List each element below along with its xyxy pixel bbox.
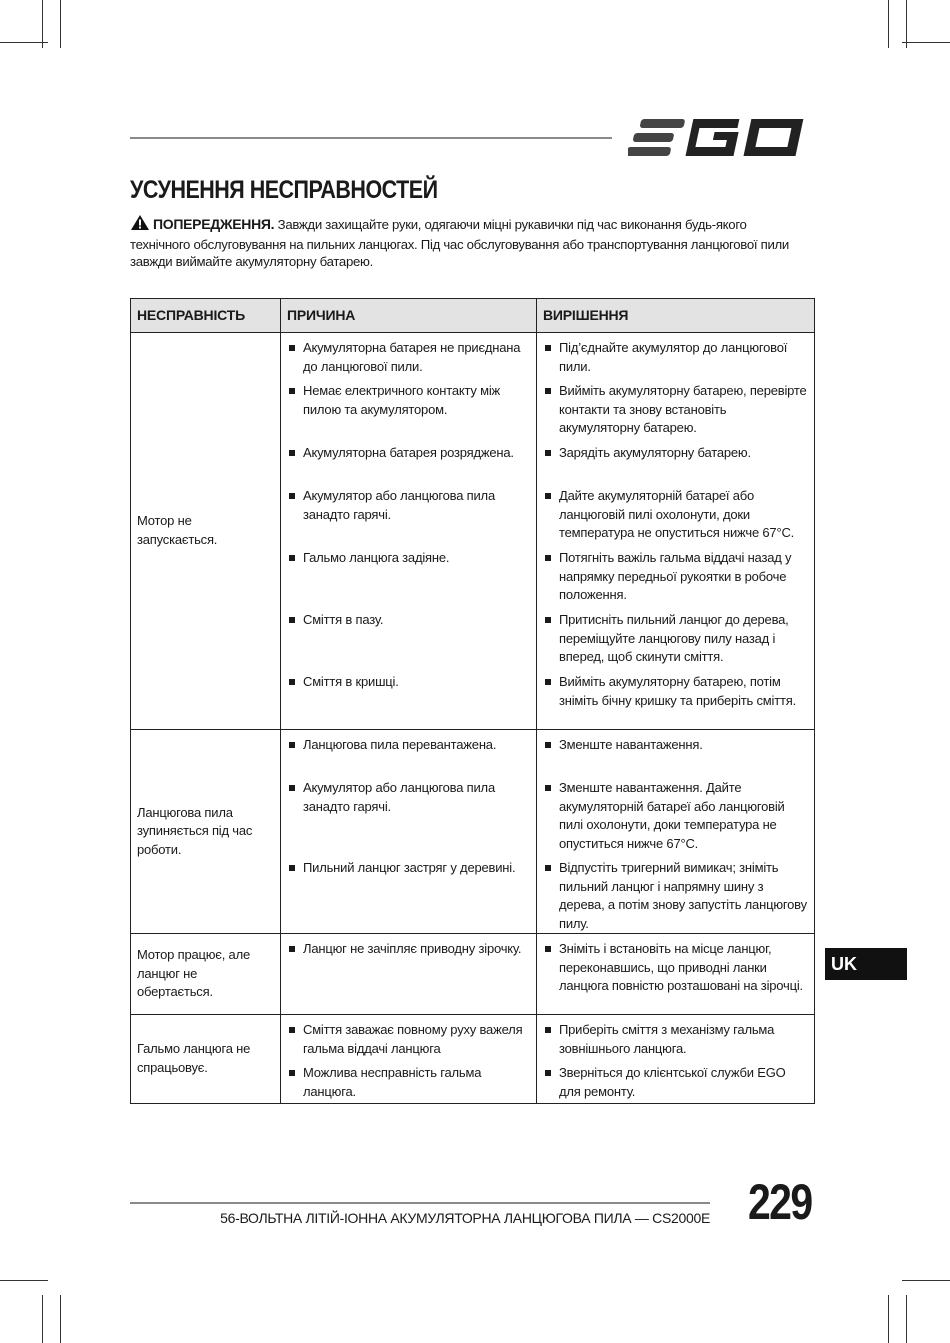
cause-item: Сміття в кришці. bbox=[287, 673, 530, 727]
warning-triangle-icon bbox=[130, 214, 150, 236]
fault-cell: Мотор працює, але ланцюг не обертається. bbox=[131, 934, 281, 1015]
header-rule bbox=[130, 137, 612, 139]
fault-cell: Мотор не запускається. bbox=[131, 333, 281, 730]
crop-mark bbox=[902, 1280, 950, 1281]
language-tab: UK bbox=[825, 948, 907, 980]
footer-product-title: 56-ВОЛЬТНА ЛІТІЙ-ІОННА АКУМУЛЯТОРНА ЛАНЦЮГОВА ПИЛА — CS2000E bbox=[220, 1210, 710, 1226]
warning-block bbox=[130, 214, 800, 271]
crop-mark bbox=[906, 1295, 907, 1343]
cause-item: Сміття заважає повному руху важеля гальма віддачі ланцюга bbox=[287, 1021, 530, 1064]
solution-item: Дайте акумуляторній батареї або ланцюговій пилі охолонути, доки температура не опуститься нижче 67°C. bbox=[543, 487, 808, 549]
crop-mark bbox=[0, 1280, 48, 1281]
ego-logo bbox=[628, 116, 814, 160]
header-fault: НЕСПРАВНІСТЬ bbox=[131, 299, 281, 333]
header-solution: ВИРІШЕННЯ bbox=[537, 299, 815, 333]
solution-item: Зменште навантаження. Дайте акумуляторній батареї або ланцюговій пилі охолонути, доки температура не опуститься нижче 67°C. bbox=[543, 779, 808, 859]
warning-label: ПОПЕРЕДЖЕННЯ. bbox=[153, 216, 275, 232]
troubleshooting-table bbox=[130, 298, 815, 1104]
solution-item: Вийміть акумуляторну батарею, потім зніміть бічну кришку та приберіть сміття. bbox=[543, 673, 808, 727]
crop-mark bbox=[42, 1295, 43, 1343]
table-header-row bbox=[131, 299, 815, 333]
cause-cell bbox=[281, 1015, 537, 1104]
crop-mark bbox=[906, 0, 907, 48]
cause-item: Сміття в пазу. bbox=[287, 611, 530, 673]
cause-item: Гальмо ланцюга задіяне. bbox=[287, 549, 530, 611]
table-row bbox=[131, 1015, 815, 1104]
crop-mark bbox=[42, 0, 43, 48]
crop-mark bbox=[888, 0, 889, 48]
header-cause: ПРИЧИНА bbox=[281, 299, 537, 333]
cause-item: Ланцюгова пила перевантажена. bbox=[287, 736, 530, 779]
cause-item: Акумулятор або ланцюгова пила занадто гарячі. bbox=[287, 779, 530, 859]
cause-cell bbox=[281, 934, 537, 1015]
solution-item: Під’єднайте акумулятор до ланцюгової пили. bbox=[543, 339, 808, 382]
solution-cell bbox=[537, 730, 815, 934]
solution-item: Зверніться до клієнтської служби EGO для ремонту. bbox=[543, 1064, 808, 1101]
warning-text: Завжди захищайте руки, одягаючи міцні рукавички під час виконання будь-якого технічного обслуговування на пильних ланцюгах. Під час обслуговування або транспортування ланцюгової пили завжди виймайте акумуляторну батарею. bbox=[130, 217, 790, 269]
solution-item: Потягніть важіль гальма віддачі назад у напрямку передньої рукоятки в робоче положення. bbox=[543, 549, 808, 611]
solution-item: Зніміть і встановіть на місце ланцюг, переконавшись, що приводні ланки ланцюга повністю розташовані на зірочці. bbox=[543, 940, 808, 1012]
solution-item: Притисніть пильний ланцюг до дерева, переміщуйте ланцюгову пилу назад і вперед, щоб скинути сміття. bbox=[543, 611, 808, 673]
table-row bbox=[131, 934, 815, 1015]
fault-cell: Ланцюгова пила зупиняється під час роботи. bbox=[131, 730, 281, 934]
solution-item: Вийміть акумуляторну батарею, перевірте контакти та знову встановіть акумуляторну батарею. bbox=[543, 382, 808, 444]
page-title: УСУНЕННЯ НЕСПРАВНОСТЕЙ bbox=[130, 176, 438, 204]
crop-mark bbox=[902, 42, 950, 43]
solution-cell bbox=[537, 934, 815, 1015]
table-row bbox=[131, 333, 815, 730]
solution-cell bbox=[537, 1015, 815, 1104]
crop-mark bbox=[60, 1295, 61, 1343]
fault-cell: Гальмо ланцюга не спрацьовує. bbox=[131, 1015, 281, 1104]
crop-mark bbox=[60, 0, 61, 48]
cause-item: Немає електричного контакту між пилою та акумулятором. bbox=[287, 382, 530, 444]
cause-cell bbox=[281, 333, 537, 730]
solution-item: Відпустіть тригерний вимикач; зніміть пильний ланцюг і напрямну шину з дерева, а потім знову запустіть ланцюгову пилу. bbox=[543, 859, 808, 931]
cause-item: Можлива несправність гальма ланцюга. bbox=[287, 1064, 530, 1101]
solution-item: Приберіть сміття з механізму гальма зовнішнього ланцюга. bbox=[543, 1021, 808, 1064]
solution-item: Зменште навантаження. bbox=[543, 736, 808, 779]
cause-item: Ланцюг не зачіпляє приводну зірочку. bbox=[287, 940, 530, 1012]
table-row bbox=[131, 730, 815, 934]
crop-mark bbox=[0, 42, 48, 43]
solution-item: Зарядіть акумуляторну батарею. bbox=[543, 444, 808, 487]
cause-item: Акумуляторна батарея не приєднана до ланцюгової пили. bbox=[287, 339, 530, 382]
cause-cell bbox=[281, 730, 537, 934]
solution-cell bbox=[537, 333, 815, 730]
cause-item: Акумулятор або ланцюгова пила занадто гарячі. bbox=[287, 487, 530, 549]
cause-item: Пильний ланцюг застряг у деревині. bbox=[287, 859, 530, 931]
footer-rule bbox=[130, 1202, 710, 1204]
page-number: 229 bbox=[748, 1174, 812, 1230]
cause-item: Акумуляторна батарея розряджена. bbox=[287, 444, 530, 487]
crop-mark bbox=[888, 1295, 889, 1343]
